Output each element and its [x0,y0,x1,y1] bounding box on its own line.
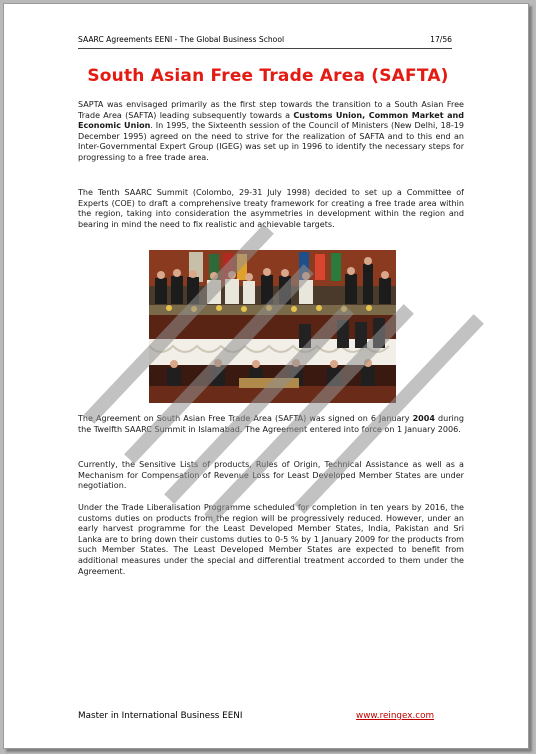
paragraph-text: during the Twelfth SAARC Summit in Islamabad. The Agreement entered into force on 1 January 2006. [78,414,464,434]
footer-text: Master in International Business EENI [78,711,243,721]
header-title: SAARC Agreements EENI - The Global Business School [78,35,285,44]
bold-text: 2004 [412,414,435,423]
page-number: 17/56 [430,35,452,44]
document-page [3,3,529,749]
paragraph-liberalisation: Under the Trade Liberalisation Programme scheduled for completion in ten years by 2016, the customs duties on products from the region will be progressively reduced. However, under an early harvest programme for the Least Developed Member States, India, Pakistan and Sri Lanka are to bring down their customs duties to 0-5 % by 1 January 2009 for the products from such Member States. The Least Developed Member States are expected to benefit from additional measures under the special and differential treatment accorded to them under the Agreement. [78,503,464,576]
paragraph-text: The Agreement on South Asian Free Trade Area (SAFTA) was signed on 6 January [78,414,413,423]
paragraph-text: . In 1995, the Sixteenth session of the Council of Ministers (New Delhi, 18-19 December 1995) agreed on the need to strive for the realization of SAFTA and to this end an Inter-Governmental Expert Group (IGEG) was set up in 1996 to identify the necessary steps for progressing to a free trade area. [78,121,464,162]
paragraph-summit: The Tenth SAARC Summit (Colombo, 29-31 July 1998) decided to set up a Committee of Experts (COE) to draft a comprehensive treaty framework for creating a free trade area within the region, taking into consideration the asymmetries in development within the region and bearing in mind the need to fix realistic and achievable targets. [78,188,464,229]
summit-photo [149,250,396,403]
header-divider [78,48,452,49]
paragraph-negotiation: Currently, the Sensitive Lists of products, Rules of Origin, Technical Assistance as well as a Mechanism for Compensation of Revenue Loss for Least Developed Member States are under negotiation. [78,460,464,491]
paragraph-agreement [78,414,464,435]
footer-link[interactable]: www.reingex.com [356,711,435,721]
page-title: South Asian Free Trade Area (SAFTA) [87,66,449,86]
paragraph-sapta [78,100,464,164]
bold-text: Customs Union, Common Market and Economic Union [78,110,464,131]
paragraph-text: SAPTA was envisaged primarily as the first step towards the transition to a South Asian Free Trade Area (SAFTA) leading subsequently towards a [78,100,464,120]
